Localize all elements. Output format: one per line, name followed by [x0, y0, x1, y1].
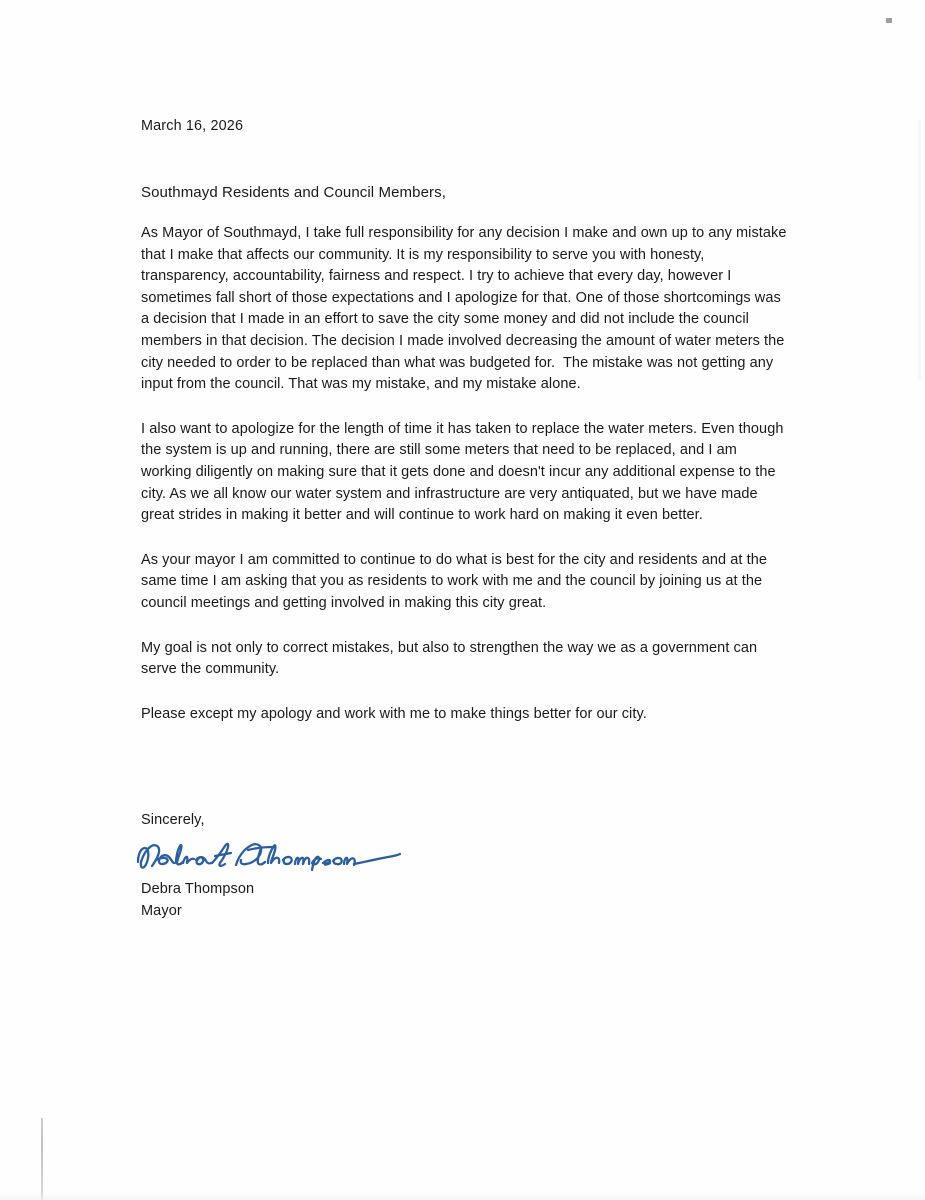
letter-closing-block [141, 810, 541, 922]
letter-paragraph: As Mayor of Southmayd, I take full responsibility for any decision I make and own up to any mistake that I make that affects our community. It is my responsibility to serve you with honesty, transparency, accountability, fairness and respect. I try to achieve that every day, however I sometimes fall short of those expectations and I apologize for that. One of those shortcomings was a decision that I made in an effort to save the city some money and did not include the council members in that decision. The decision I made involved decreasing the amount of water meters the city needed to order to be replaced than what was budgeted for. The mistake was not getting any input from the council. That was my mistake, and my mistake alone. [141, 225, 791, 393]
scan-line-artifact [41, 1118, 43, 1200]
letter-paragraph: As your mayor I am committed to continue to do what is best for the city and residents and at the same time I am asking that you as residents to work with me and the council by joining us at the council meetings and getting involved in making this city great. [141, 551, 772, 611]
signature [141, 834, 441, 878]
letter-body [141, 223, 791, 725]
scan-bottom-shadow [0, 1192, 925, 1200]
signer-name: Debra Thompson [141, 881, 255, 897]
scan-speck-artifact-icon [886, 18, 892, 23]
letter-paragraph: My goal is not only to correct mistakes, but also to strengthen the way we as a government can serve the community. [141, 639, 762, 678]
signer-title: Mayor [141, 903, 182, 919]
scan-edge-artifact [918, 120, 921, 380]
letter-date: March 16, 2026 [141, 118, 244, 134]
letter-paragraph: Please except my apology and work with me to make things better for our city. [141, 705, 647, 722]
letter-paragraph: I also want to apologize for the length of time it has taken to replace the water meters. Even though the system is up and running, there are still some meters that need to be replaced, and I am working diligently on making sure that it gets done and doesn't incur any additional expense to the city. As we all know our water system and infrastructure are very antiquated, but we have made great strides in making it better and will continue to work hard on making it even better. [141, 420, 788, 524]
handwritten-signature-icon [132, 832, 432, 882]
letter-salutation: Southmayd Residents and Council Members, [141, 184, 446, 201]
letter-valediction: Sincerely, [141, 812, 205, 828]
